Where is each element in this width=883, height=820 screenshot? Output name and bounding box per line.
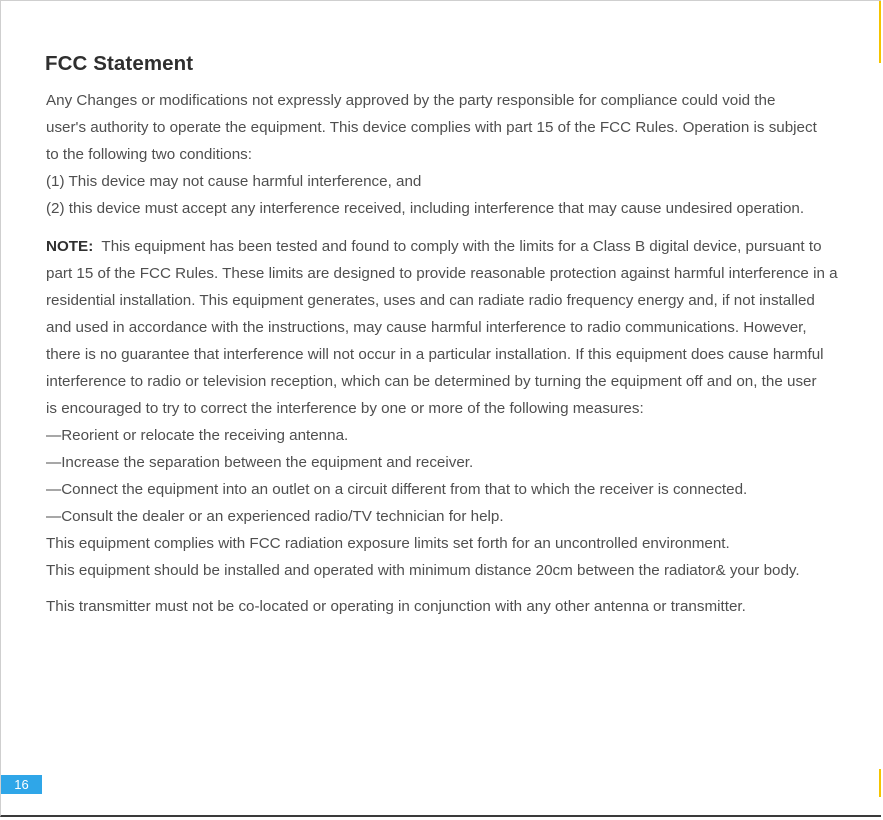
page-number-badge: 16 — [1, 775, 42, 794]
measure-item: —Consult the dealer or an experienced radio/TV technician for help. — [46, 508, 504, 525]
page-title: FCC Statement — [45, 52, 194, 75]
condition-2: (2) this device must accept any interference received, including interference that may cause undesired operation. — [46, 200, 805, 217]
measure-item: —Connect the equipment into an outlet on a circuit different from that to which the receiver is connected. — [46, 481, 748, 498]
note-line: part 15 of the FCC Rules. These limits are designed to provide reasonable protection against harmful interference in a — [46, 265, 838, 282]
distance-line: This equipment should be installed and operated with minimum distance 20cm between the radiator& your body. — [46, 562, 800, 579]
measure-item: —Increase the separation between the equipment and receiver. — [46, 454, 474, 471]
note-label: NOTE: — [46, 238, 94, 255]
note-line: interference to radio or television reception, which can be determined by turning the equipment off and on, the user — [46, 373, 817, 390]
note-line: residential installation. This equipment generates, uses and can radiate radio frequency energy and, if not installed — [46, 292, 815, 309]
edge-mark-top — [879, 1, 881, 63]
measure-item: —Reorient or relocate the receiving antenna. — [46, 427, 349, 444]
note-text: This equipment has been tested and found to comply with the limits for a Class B digital device, pursuant to — [101, 238, 822, 255]
transmitter-line: This transmitter must not be co-located or operating in conjunction with any other antenna or transmitter. — [46, 598, 746, 615]
edge-mark-bottom — [879, 769, 881, 797]
paragraph-line: user's authority to operate the equipment. This device complies with part 15 of the FCC Rules. Operation is subject — [46, 119, 817, 136]
note-first-line — [46, 237, 822, 257]
paragraph-line: Any Changes or modifications not expressly approved by the party responsible for compliance could void the — [46, 92, 776, 109]
exposure-line: This equipment complies with FCC radiation exposure limits set forth for an uncontrolled environment. — [46, 535, 730, 552]
note-line: there is no guarantee that interference will not occur in a particular installation. If this equipment does cause harmful — [46, 346, 824, 363]
condition-1: (1) This device may not cause harmful interference, and — [46, 173, 422, 190]
note-line: and used in accordance with the instructions, may cause harmful interference to radio communications. However, — [46, 319, 807, 336]
note-line: is encouraged to try to correct the interference by one or more of the following measures: — [46, 400, 644, 417]
paragraph-line: to the following two conditions: — [46, 146, 252, 163]
